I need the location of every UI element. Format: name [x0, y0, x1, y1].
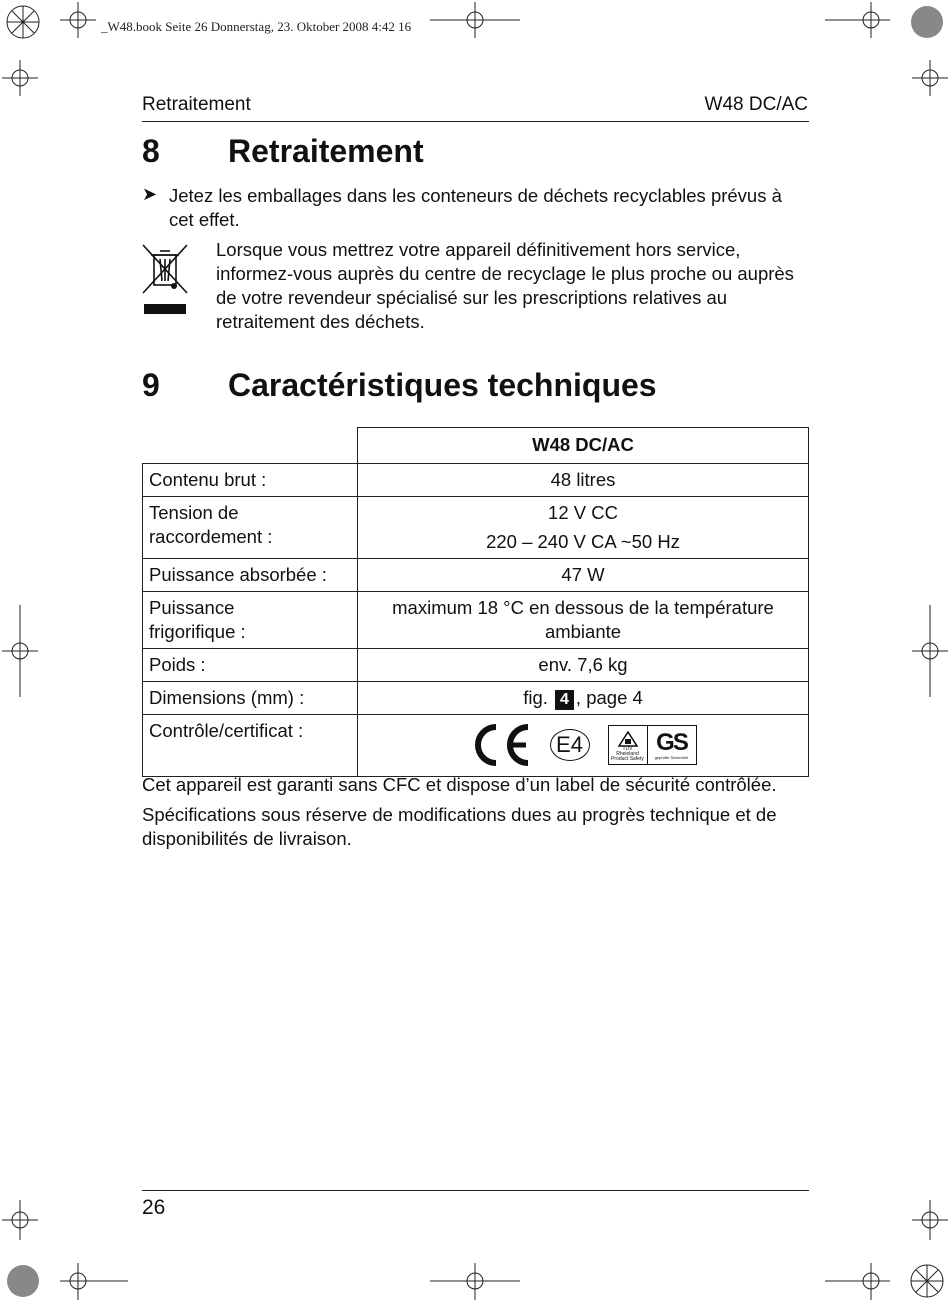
table-row — [143, 682, 809, 715]
section-number: 9 — [142, 367, 160, 403]
crosshair-icon — [825, 1263, 890, 1300]
crosshair-icon — [60, 1263, 128, 1300]
section-number: 8 — [142, 133, 160, 169]
crosshair-icon — [2, 605, 38, 697]
crosshair-icon — [912, 1200, 948, 1240]
e4-mark-icon: E4 — [550, 729, 590, 761]
page-number: 26 — [142, 1196, 166, 1219]
row-label: Contenu brut : — [143, 464, 358, 497]
row-value — [358, 497, 809, 559]
row-label: Puissance absorbée : — [143, 559, 358, 592]
row-label: Dimensions (mm) : — [143, 682, 358, 715]
disposal-text: Lorsque vous mettrez votre appareil définitivement hors service, informez-vous auprès du centre de recyclage le plus proche ou auprès de votre revendeur spécialisé sur les prescriptions relatives au retraitement des déchets. — [216, 239, 794, 332]
section-title: Caractéristiques techniques — [228, 367, 657, 403]
section-8-heading — [142, 133, 424, 170]
gray-dot-icon — [7, 1265, 39, 1297]
table-row — [143, 592, 809, 649]
crosshair-icon — [2, 60, 38, 96]
row-value: 47 W — [358, 559, 809, 592]
starburst-icon — [7, 6, 39, 38]
table-row — [143, 649, 809, 682]
figure-number-badge: 4 — [555, 690, 574, 710]
row-value: 48 litres — [358, 464, 809, 497]
section-title: Retraitement — [228, 133, 424, 169]
instruction-text: Jetez les emballages dans les conteneurs de déchets recyclables prévus à cet effet. — [169, 185, 782, 230]
section-9-heading — [142, 367, 657, 404]
gray-dot-icon — [911, 6, 943, 38]
table-model-header: W48 DC/AC — [358, 428, 809, 464]
ce-mark-icon — [470, 723, 532, 767]
fig-prefix: fig. — [523, 687, 548, 708]
crosshair-icon — [2, 1200, 38, 1240]
footer-rule — [142, 1190, 809, 1191]
table-row — [143, 715, 809, 777]
row-label: Tension de raccordement : — [143, 497, 358, 559]
voltage-ac: 220 – 240 V CA ~50 Hz — [486, 531, 680, 552]
crosshair-icon — [912, 60, 948, 96]
print-slug: _W48.book Seite 26 Donnerstag, 23. Oktober 2008 4:42 16 — [101, 19, 412, 34]
row-value: env. 7,6 kg — [358, 649, 809, 682]
header-rule — [142, 121, 809, 122]
tuv-gs-mark-icon: TÜV Rheinland Product Safety GS geprüfte Sicherheit — [608, 725, 697, 765]
table-row — [143, 497, 809, 559]
row-label: Poids : — [143, 649, 358, 682]
row-value — [358, 715, 809, 777]
table-row — [143, 559, 809, 592]
row-label: Puissance frigorifique : — [143, 592, 358, 649]
table-row — [143, 464, 809, 497]
table-header-row — [143, 428, 809, 464]
table-cell-empty — [143, 428, 358, 464]
running-header-left: Retraitement — [142, 94, 251, 115]
starburst-icon — [911, 1265, 943, 1297]
cfc-note: Cet appareil est garanti sans CFC et dispose d’un label de sécurité contrôlée. — [142, 774, 777, 795]
arrow-bullet-icon: ➤ — [142, 184, 158, 204]
crosshair-icon — [60, 2, 96, 38]
crosshair-icon — [430, 1263, 520, 1300]
row-value: maximum 18 °C en dessous de la température ambiante — [358, 592, 809, 649]
running-header-right: W48 DC/AC — [704, 94, 808, 115]
row-label: Contrôle/certificat : — [143, 715, 358, 777]
fig-suffix: , page 4 — [575, 687, 643, 708]
crossed-bin-icon — [141, 243, 189, 317]
spec-disclaimer: Spécifications sous réserve de modifications dues au progrès technique et de disponibilités de livraison. — [142, 804, 777, 849]
spec-table — [142, 427, 809, 777]
crosshair-icon — [430, 2, 520, 38]
row-value — [358, 682, 809, 715]
crosshair-icon — [825, 2, 890, 38]
voltage-dc: 12 V CC — [548, 502, 618, 523]
crosshair-icon — [912, 605, 948, 697]
